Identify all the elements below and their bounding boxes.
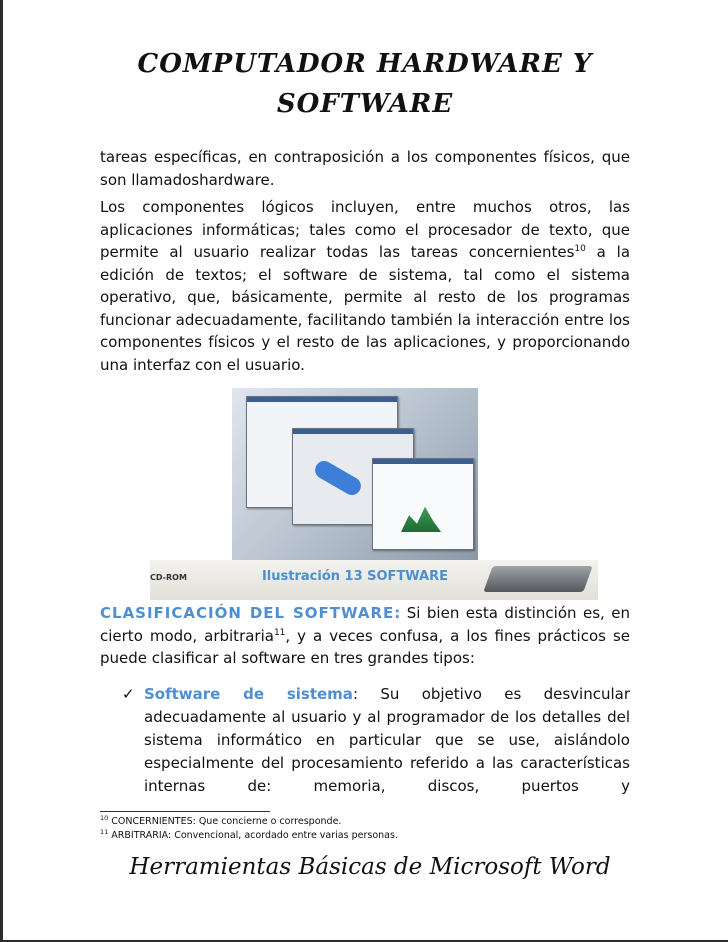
header-title-line2: SOFTWARE	[276, 89, 454, 119]
footnote-11-number: 11	[100, 827, 109, 836]
software-illustration	[232, 388, 478, 564]
page-header-title	[100, 44, 630, 124]
classification-text-a: Si bien esta distinción es, en cierto modo, arbitraria	[100, 604, 630, 645]
list-item-term: Software de sistema	[144, 685, 353, 703]
footnote-10-number: 10	[100, 813, 109, 822]
paragraph-components	[100, 196, 630, 376]
list-item-colon: :	[352, 685, 358, 703]
footnote-10-text: CONCERNIENTES: Que concierne o corresponde.	[108, 816, 342, 827]
classification-heading: CLASIFICACIÓN DEL SOFTWARE	[100, 604, 395, 622]
figure-caption: Ilustración 13 SOFTWARE	[261, 569, 449, 584]
paragraph-intro: tareas específicas, en contraposición a los componentes físicos, que son llamadoshardware.	[100, 148, 630, 189]
classification-text-b: , y a veces confusa, a los fines prácticos se puede clasificar al software en tres grandes tipos:	[100, 626, 630, 667]
paragraph-classification	[100, 602, 630, 670]
footnote-ref-10[interactable]: 10	[574, 244, 586, 254]
paragraph-components-text-a: Los componentes lógicos incluyen, entre muchos otros, las aplicaciones informáticas; tales como el procesador de texto, que permite al usuario realizar todas las tareas concernientes	[100, 198, 630, 261]
cd-drive-icon	[483, 566, 592, 592]
list-item-text	[144, 683, 630, 798]
illustration-window-front	[372, 458, 474, 550]
paragraph-components-text-b: a la edición de textos; el software de sistema, tal como el sistema operativo, que, básicamente, permite al resto de los programas funcionar adecuadamente, facilitando también la interacción entre los componentes físicos y el resto de las aplicaciones, y proporcionando una interfaz con el usuario.	[100, 243, 631, 374]
footnote-10	[100, 815, 640, 829]
footnote-11-text: ARBITRARIA: Convencional, acordado entre varias personas.	[108, 830, 398, 841]
checkmark-icon: ✓	[122, 685, 135, 703]
footnote-ref-11[interactable]: 11	[273, 627, 286, 638]
page-border-left	[0, 0, 3, 942]
illustration-cdrom-label: CD-ROM	[150, 573, 187, 582]
footnote-separator	[100, 811, 270, 812]
classification-colon: :	[394, 604, 401, 622]
list-item-description: Su objetivo es desvincular adecuadamente al usuario y al programador de los detalles del sistema informático en particular que se use, aislándolo especialmente del procesamiento referido a las características internas de: memoria, discos, puertos y	[144, 685, 630, 795]
footnote-11	[100, 829, 640, 843]
page-footer-title: Herramientas Básicas de Microsoft Word	[129, 854, 611, 880]
header-title-line1: COMPUTADOR HARDWARE Y	[137, 49, 593, 79]
